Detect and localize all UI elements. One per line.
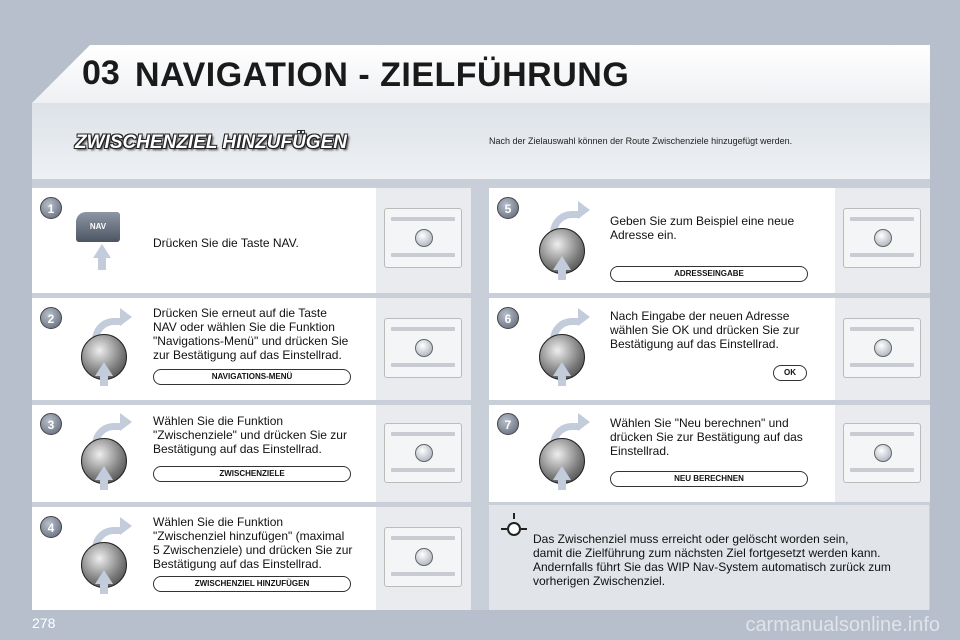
page-title: NAVIGATION - ZIELFÜHRUNG [135,56,630,94]
radio-unit-icon [843,423,921,483]
step-text: Geben Sie zum Beispiel eine neue Adresse ein. [610,214,795,242]
ok-label-pill: OK [773,365,807,381]
step-text: Nach Eingabe der neuen Adresse wählen Sie OK und drücken Sie zur Bestätigung auf das Einstellrad. [610,309,800,351]
step-text: Wählen Sie die Funktion "Zwischenziele" und drücken Sie zur Bestätigung auf das Einstellrad. [153,414,347,456]
step-text: Drücken Sie erneut auf die Taste NAV oder wählen Sie die Funktion "Navigations-Menü" und drücken Sie zur Bestätigung auf das Einstellrad. [153,306,349,362]
step-number-badge: 7 [497,413,519,435]
step-number-badge: 5 [497,197,519,219]
nav-button-icon: NAV [76,212,120,242]
lightbulb-icon [507,522,521,536]
menu-label-pill: ADRESSEINGABE [610,266,808,282]
menu-label-pill: ZWISCHENZIEL HINZUFÜGEN [153,576,351,592]
step-number-badge: 6 [497,307,519,329]
menu-label-pill: ZWISCHENZIELE [153,466,351,482]
step-text: Wählen Sie die Funktion "Zwischenziel hinzufügen" (maximal 5 Zwischenziele) und drücken Sie zur Bestätigung auf das Einstellrad. [153,515,353,571]
radio-unit-icon [384,423,462,483]
menu-label-pill: NAVIGATIONS-MENÜ [153,369,351,385]
note-text: Das Zwischenziel muss erreicht oder gelöscht worden sein, damit die Zielführung zum nächsten Ziel fortgesetzt werden kann. Andernfalls führt Sie das WIP Nav-System automatisch zurück zum vorherigen Zwischenziel. [533,532,891,588]
radio-unit-icon [384,208,462,268]
watermark: carmanualsonline.info [745,614,940,636]
section-title: ZWISCHENZIEL HINZUFÜGEN [75,132,347,153]
radio-unit-icon [843,318,921,378]
menu-label-pill: NEU BERECHNEN [610,471,808,487]
chapter-number: 03 [82,54,120,92]
step-number-badge: 1 [40,197,62,219]
step-number-badge: 4 [40,516,62,538]
radio-unit-icon [843,208,921,268]
radio-illustration-area [376,188,471,293]
radio-unit-icon [384,527,462,587]
page-number: 278 [32,615,56,631]
step-text: Wählen Sie "Neu berechnen" und drücken Sie zur Bestätigung auf das Einstellrad. [610,416,803,458]
step-number-badge: 3 [40,413,62,435]
step-number-badge: 2 [40,307,62,329]
step-text: Drücken Sie die Taste NAV. [153,236,299,250]
section-intro: Nach der Zielauswahl können der Route Zwischenziele hinzugefügt werden. [489,136,793,146]
radio-unit-icon [384,318,462,378]
